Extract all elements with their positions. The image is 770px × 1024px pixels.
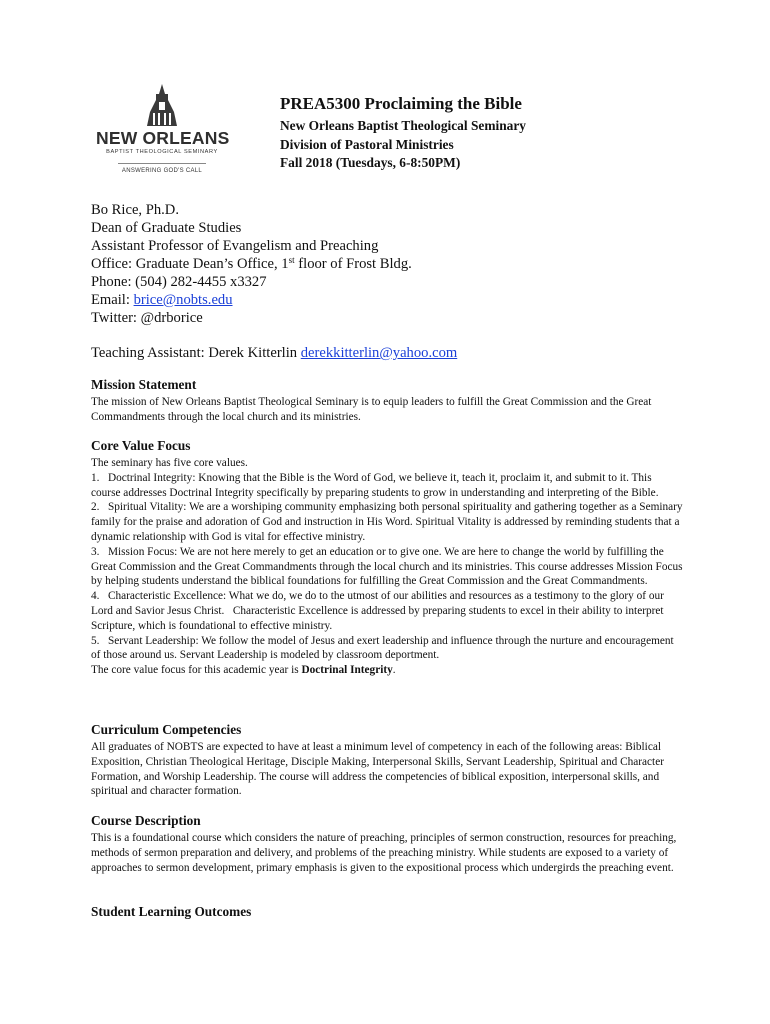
core-values-intro: The seminary has five core values. [91, 457, 248, 469]
office-superscript: st [288, 255, 295, 265]
logo-tagline: ANSWERING GOD'S CALL [121, 168, 203, 174]
description-heading: Course Description [91, 813, 201, 828]
office-text-end: floor of Frost Bldg. [294, 256, 412, 272]
focus-end: . [392, 664, 396, 677]
logo-name: NEW ORLEANS [96, 128, 230, 148]
ta-label: Teaching Assistant: Derek Kitterlin [91, 345, 301, 361]
instructor-email-line [91, 291, 412, 309]
instructor-email-link[interactable]: brice@nobts.edu [133, 292, 233, 308]
core-value-item: 3. Mission Focus: We are not here merely to get an education or to give one. We are here to change the world by fulfilling the Great Commission and the Great Commandments through the local church and its ministries. This course addresses Mission Focus by helping students understand the biblical foundations for fulfilling the Great Commission and the Great Commandments. [91, 545, 683, 588]
core-value-item: 4. Characteristic Excellence: What we do, we do to the utmost of our abilities and resources as a testimony to the glory of our Lord and Savior Jesus Christ. Characteristic Excellence is addressed by preparing students to excel in their ability to interpret Scripture, which is foundational to effective ministry. [91, 590, 664, 632]
curriculum-heading: Curriculum Competencies [91, 722, 242, 737]
core-values-heading: Core Value Focus [91, 438, 191, 453]
logo-divider [118, 163, 206, 164]
outcomes-heading: Student Learning Outcomes [91, 904, 252, 919]
instructor-role: Dean of Graduate Studies [91, 220, 242, 236]
core-value-item: 2. Spiritual Vitality: We are a worshiping community emphasizing both personal spirituality and gathering together as a Seminary family for the praise and adoration of God and instruction in His Word. Spiritual Vitality is addressed by reminding students that a dynamic relationship with God is vital for effective ministry. [91, 501, 683, 543]
office-text: Office: Graduate Dean’s Office, 1 [91, 256, 289, 272]
description-text [91, 831, 683, 875]
chapel-steeple-icon [92, 82, 232, 130]
ta-email-link[interactable]: derekkitterlin@yahoo.com [300, 345, 458, 361]
email-label: Email: [91, 292, 134, 308]
core-value-item: 5. Servant Leadership: We follow the model of Jesus and exert leadership and influence through the nurture and encouragement of those around us. Servant Leadership is modeled by classroom deportment. [91, 634, 674, 662]
core-values-list [91, 456, 683, 678]
description-paragraph: This is a foundational course which considers the nature of preaching, principles of sermon construction, resources for preaching, methods of sermon preparation and delivery, and problems of the preaching ministry. While students are exposed to a variety of approaches to sermon development, primary emphasis is given to the expositional process which undergirds the preaching event. [91, 832, 677, 874]
seminary-name: New Orleans Baptist Theological Seminary [280, 118, 526, 133]
focus-text: The core value focus for this academic year is [91, 664, 302, 677]
focus-value: Doctrinal Integrity [301, 664, 393, 677]
instructor-office [91, 255, 412, 273]
teaching-assistant [91, 345, 457, 362]
logo-subtitle: BAPTIST THEOLOGICAL SEMINARY [106, 149, 218, 155]
division-name: Division of Pastoral Ministries [280, 136, 454, 152]
course-title: PREA5300 Proclaiming the Bible [280, 94, 522, 113]
core-value-focus [91, 663, 683, 678]
instructor-info [91, 201, 412, 327]
course-term: Fall 2018 (Tuesdays, 6-8:50PM) [280, 155, 461, 170]
curriculum-text [91, 740, 683, 799]
mission-heading: Mission Statement [91, 377, 197, 392]
mission-text [91, 395, 683, 425]
instructor-title: Assistant Professor of Evangelism and Preaching [91, 238, 379, 254]
instructor-name: Bo Rice, Ph.D. [91, 202, 179, 218]
curriculum-paragraph: All graduates of NOBTS are expected to have at least a minimum level of competency in each of the following areas: Biblical Exposition, Christian Theological Heritage, Disciple Making, Interpersonal Skills, Servant Leadership, Spiritual and Character Formation, and Worship Leadership. The course will address the competencies of biblical exposition, interpersonal skills, and spiritual and character formation. [91, 741, 664, 798]
instructor-twitter: Twitter: @drborice [91, 310, 203, 326]
seminary-logo [92, 82, 232, 182]
instructor-phone: Phone: (504) 282-4455 x3327 [91, 274, 267, 290]
course-header [280, 94, 526, 173]
mission-paragraph: The mission of New Orleans Baptist Theological Seminary is to equip leaders to fulfill the Great Commission and the Great Commandments through the local church and its ministries. [91, 396, 652, 423]
core-value-item: 1. Doctrinal Integrity: Knowing that the Bible is the Word of God, we believe it, teach it, proclaim it, and submit to it. This course addresses Doctrinal Integrity specifically by preparing students to grow in understanding and interpreting of the Bible. [91, 471, 659, 499]
